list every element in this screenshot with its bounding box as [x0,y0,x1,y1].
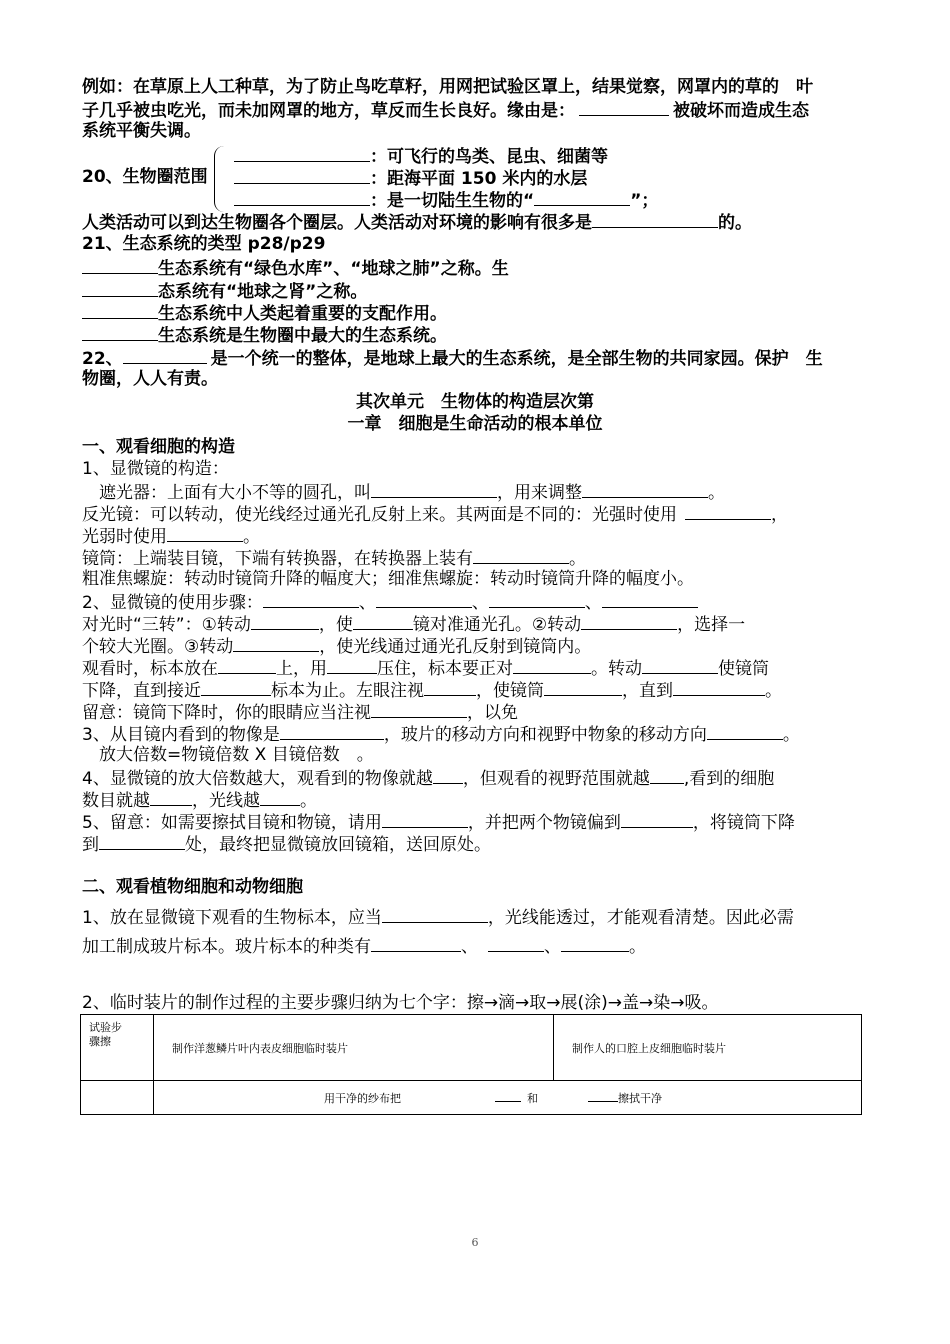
text: ，但观看的视野范围就越 [462,769,650,789]
intro-line-3: 系统平衡失调。 [82,121,201,141]
text: 下降，直到接近 [82,681,201,701]
s1-p5 [82,810,795,834]
header-step-text: 试验步骤擦 [89,1021,122,1048]
text: 光弱时使用 [82,527,167,547]
text: 4、显微镜的放大倍数越大，观看到的物像就越 [82,769,433,789]
text: 。 [243,527,260,547]
fill-blank[interactable] [588,1089,618,1102]
s1-fanguangjing [82,502,788,526]
table-header-plant [154,1015,554,1081]
text: 。 [300,791,317,811]
fill-blank[interactable] [234,188,370,206]
text: 生态系统有“绿色水库”、“地球之肺”之称。生 [158,259,509,279]
text: 、 [544,937,561,957]
text: 22、 [82,349,123,369]
fill-blank[interactable] [82,279,158,297]
section-2-heading: 二、观看植物细胞和动物细胞 [82,877,303,897]
s2-p2: 2、临时装片的制作过程的主要步骤归纳为七个字：擦→滴→取→展(涂)→盖→染→吸。 [82,993,719,1013]
header-animal-text: 制作人的口腔上皮细胞临时装片 [572,1041,726,1055]
fill-blank[interactable] [371,700,467,718]
fill-blank[interactable] [260,788,300,806]
q20-row-2 [234,166,587,190]
s1-p5-2 [82,832,491,856]
text: 个较大光圈。③转动 [82,637,234,657]
fill-blank[interactable] [234,144,370,162]
text: 遮光器：上面有大小不等的圆孔，叫 [82,483,371,503]
fill-blank[interactable] [82,256,158,274]
text: 2、显微镜的使用步骤： [82,593,263,613]
text: 对光时“三转”：①转动 [82,615,251,635]
fill-blank[interactable] [707,722,783,740]
text: 压住，标本要正对 [377,659,513,679]
fill-blank[interactable] [327,656,377,674]
s1-p4-2 [82,788,317,812]
table-row-wipe [154,1081,862,1115]
unit-title: 其次单元 生物体的构造层次第 [356,392,594,412]
text: ，并把两个物镜偏到 [467,813,621,833]
fill-blank[interactable] [473,546,569,564]
text: 镜对准通光孔。②转动 [412,615,582,635]
fill-blank[interactable] [495,1089,521,1102]
text: 生态系统是生物圈中最大的生态系统。 [158,326,447,346]
fill-blank[interactable] [513,656,591,674]
text: ，光线能透过，才能观看清楚。因此必需 [487,908,794,928]
fill-blank[interactable] [685,502,771,520]
text: ，使镜筒 [476,681,544,701]
table-header-step [81,1015,154,1081]
text: 擦拭干净 [618,1092,662,1105]
text: ”； [630,191,659,211]
brace-bracket [214,146,229,212]
text: 。转动 [591,659,642,679]
text: 被破坏而造成生态 [673,101,809,121]
fill-blank[interactable] [544,678,622,696]
text: 和 [527,1092,538,1105]
s1-fangda: 放大倍数=物镜倍数 X 目镜倍数 。 [82,745,374,765]
text: ，直到 [622,681,673,701]
q22-line-2: 物圈，人人有责。 [82,369,218,389]
text: 标本为止。左眼注视 [271,681,424,701]
fill-blank[interactable] [424,678,476,696]
text: 子几乎被虫吃光，而未加网罩的地方，草反而生长良好。缘由是： [82,101,575,121]
fill-blank[interactable] [123,346,207,364]
fill-blank[interactable] [201,678,271,696]
q20-row-1 [234,144,608,168]
fill-blank[interactable] [488,934,544,952]
s1-p1: 1、显微镜的构造： [82,459,229,479]
text: 用干净的纱布把 [324,1092,401,1105]
fill-blank[interactable] [650,766,684,784]
text: 数目就越 [82,791,150,811]
s1-xiajiang [82,678,782,702]
s1-guancha [82,656,769,680]
fill-blank[interactable] [376,590,472,608]
text: ，以免 [467,703,518,723]
text: 生态系统中人类起着重要的支配作用。 [158,304,447,324]
s1-p2: 2、显微镜的使用步骤： 、 、 、 [82,590,698,614]
s1-jingtong [82,546,586,570]
fill-blank[interactable] [581,612,677,630]
fill-blank[interactable] [602,590,698,608]
s1-fanguangjing-2 [82,524,260,548]
q22-line-1 [82,346,823,370]
text: 观看时，标本放在 [82,659,218,679]
q20-label: 20、生物圈范围 [82,167,208,187]
text: ：可飞行的鸟类、昆虫、细菌等 [370,147,608,167]
text: 。 [629,937,646,957]
text: 、 [461,937,478,957]
fill-blank[interactable] [579,98,669,116]
fill-blank[interactable] [621,810,693,828]
header-plant-text: 制作洋葱鳞片叶内表皮细胞临时装片 [172,1041,348,1055]
fill-blank[interactable] [582,480,708,498]
s1-liuyi [82,700,518,724]
q20-tail [82,210,752,234]
fill-blank[interactable] [99,832,185,850]
text: 。 [569,549,586,569]
fill-blank[interactable] [150,788,192,806]
table-cell-empty [81,1081,154,1115]
fill-blank[interactable] [234,166,370,184]
q21-d [82,323,447,347]
fill-blank[interactable] [642,656,718,674]
fill-blank[interactable] [251,612,319,630]
fill-blank[interactable] [489,590,585,608]
text: 的。 [718,213,752,233]
text: ， [771,505,788,525]
fill-blank[interactable] [263,590,359,608]
text: 3、从目镜内看到的物像是 [82,725,280,745]
fill-blank[interactable] [371,480,497,498]
text: 1、放在显微镜下观看的生物标本，应当 [82,908,382,928]
text: ，选择一 [677,615,746,635]
fill-blank[interactable] [382,810,468,828]
s1-p4 [82,766,774,790]
s2-p1 [82,905,794,929]
text: ，光线越 [192,791,260,811]
text: ,看到的细胞 [683,769,775,789]
fill-blank[interactable] [371,934,461,952]
text: 到 [82,835,99,855]
s1-p3 [82,722,800,746]
text: 留意：镜筒下降时，你的眼睛应当注视 [82,703,371,723]
text: ，将镜筒下降 [692,813,795,833]
s1-duiguang-2 [82,634,591,658]
text: 。 [708,483,725,503]
s1-zheguangqi [82,480,725,504]
fill-blank[interactable] [218,656,276,674]
text: 加工制成玻片标本。玻片标本的种类有 [82,937,371,957]
chapter-title: 一章 细胞是生命活动的根本单位 [347,414,603,434]
q21-a [82,256,509,280]
text: 是一个统一的整体，是地球上最大的生态系统，是全部生物的共同家园。保护 生 [210,349,823,369]
fill-blank[interactable] [82,301,158,319]
text: 。 [765,681,782,701]
text: ，使 [318,615,353,635]
text: ，使光线通过通光孔反射到镜筒内。 [319,637,592,657]
text: 人类活动可以到达生物圈各个圈层。人类活动对环境的影响有很多是 [82,213,592,233]
table-header-animal [554,1015,862,1081]
q21-c [82,301,447,325]
text: 态系统有“地球之肾”之称。 [158,282,368,302]
q21-b [82,279,367,303]
text: 5、留意：如需要擦拭目镜和物镜，请用 [82,813,382,833]
fill-blank[interactable] [673,678,765,696]
intro-line-2 [82,98,809,122]
text: 镜筒：上端装目镜，下端有转换器，在转换器上装有 [82,549,473,569]
fill-blank[interactable] [433,766,463,784]
s1-duiguang [82,612,745,636]
fill-blank[interactable] [167,524,243,542]
intro-line-1: 例如：在草原上人工种草，为了防止鸟吃草籽，用网把试验区罩上，结果觉察，网罩内的草的 叶 [82,77,813,97]
fill-blank[interactable] [592,210,718,228]
text: 处，最终把显微镜放回镜箱，送回原处。 [185,835,491,855]
fill-blank[interactable] [382,905,488,923]
text: 使镜筒 [718,659,769,679]
fill-blank[interactable] [82,323,158,341]
s2-p1-2 [82,934,646,958]
text: ，玻片的移动方向和视野中物象的移动方向 [383,725,707,745]
page-number: 6 [471,1236,479,1249]
fill-blank[interactable] [353,612,413,630]
text: 上，用 [276,659,327,679]
fill-blank[interactable] [561,934,629,952]
text: 反光镜：可以转动，使光线经过通光孔反射上来。其两面是不同的：光强时使用 [82,505,677,525]
text: ：是一切陆生生物的“ [370,191,535,211]
text: ，用来调整 [497,483,582,503]
text: ：距海平面 150 米内的水层 [370,169,588,189]
q21-title: 21、生态系统的类型 p28/p29 [82,234,326,254]
section-1-heading: 一、观看细胞的构造 [82,437,235,457]
fill-blank[interactable] [280,722,384,740]
s1-zhunjiao: 粗准焦螺旋：转动时镜筒升降的幅度大；细准焦螺旋：转动时镜筒升降的幅度小。 [82,569,694,589]
lab-steps-table [80,1014,862,1115]
fill-blank[interactable] [233,634,319,652]
fill-blank[interactable] [534,188,630,206]
q20-row-3 [234,188,658,212]
text: 。 [782,725,800,745]
